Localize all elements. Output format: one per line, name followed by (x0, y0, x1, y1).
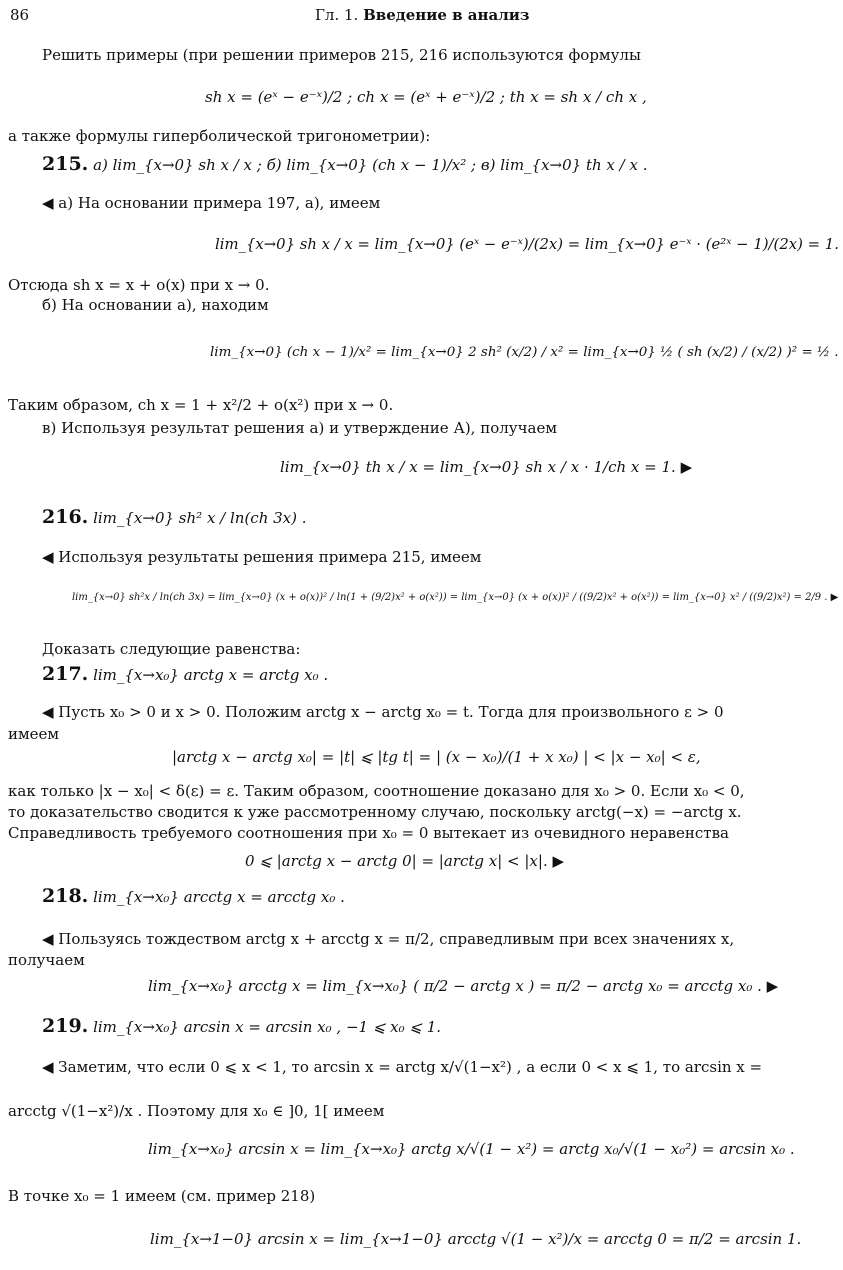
problem-number: 217. (42, 663, 89, 685)
problem-number: 218. (42, 885, 89, 907)
problem-219 (42, 1017, 441, 1036)
solution-text: как только |x − x₀| < δ(ε) = ε. Таким образом, соотношение доказано для x₀ > 0. Если x₀ < 0, (8, 782, 745, 800)
problem-statement: lim_{x→x₀} arcctg x = arcctg x₀ . (93, 888, 345, 906)
formula: |arctg x − arctg x₀| = |t| ⩽ |tg t| = | (x − x₀)/(1 + x x₀) | < |x − x₀| < ε, (172, 748, 701, 766)
problem-statement: lim_{x→x₀} arcsin x = arcsin x₀ , −1 ⩽ x₀ ⩽ 1. (93, 1018, 442, 1036)
solution-text: Таким образом, ch x = 1 + x²/2 + o(x²) при x → 0. (8, 396, 394, 414)
formula: lim_{x→x₀} arcctg x = lim_{x→x₀} ( π/2 − arctg x ) = π/2 − arctg x₀ = arcctg x₀ . ▶ (148, 977, 779, 995)
problem-216 (42, 508, 307, 527)
intro-text-cont: а также формулы гиперболической тригонометрии): (8, 127, 431, 145)
solution-text: б) На основании а), находим (42, 296, 269, 314)
problem-number: 216. (42, 506, 89, 528)
formula: lim_{x→x₀} arcsin x = lim_{x→x₀} arctg x/√(1 − x²) = arctg x₀/√(1 − x₀²) = arcsin x₀ . (148, 1140, 795, 1158)
solution-text: Отсюда sh x = x + o(x) при x → 0. (8, 276, 270, 294)
section-text: Доказать следующие равенства: (42, 640, 301, 658)
formula: lim_{x→1−0} arcsin x = lim_{x→1−0} arcctg √(1 − x²)/x = arcctg 0 = π/2 = arcsin 1. (150, 1230, 802, 1248)
chapter-label (315, 6, 530, 24)
solution-text: ◀ Используя результаты решения примера 215, имеем (42, 548, 482, 566)
formula: 0 ⩽ |arctg x − arctg 0| = |arctg x| < |x|. ▶ (245, 852, 565, 870)
formula: lim_{x→0} sh x / x = lim_{x→0} (eˣ − e⁻ˣ)/(2x) = lim_{x→0} e⁻ˣ · (e²ˣ − 1)/(2x) = 1. (215, 236, 839, 253)
problem-215 (42, 155, 647, 174)
solution-text: Справедливость требуемого соотношения при x₀ = 0 вытекает из очевидного неравенства (8, 824, 729, 842)
chapter-number: Гл. 1. (315, 6, 359, 24)
chapter-title: Введение в анализ (363, 6, 530, 24)
solution-text: получаем (8, 951, 85, 969)
intro-text: Решить примеры (при решении примеров 215, 216 используются формулы (42, 46, 641, 64)
problem-number: 219. (42, 1015, 89, 1037)
solution-text: В точке x₀ = 1 имеем (см. пример 218) (8, 1187, 316, 1205)
problem-statement: lim_{x→x₀} arctg x = arctg x₀ . (93, 666, 329, 684)
problem-statement: lim_{x→0} sh² x / ln(ch 3x) . (93, 509, 307, 527)
problem-number: 215. (42, 153, 89, 175)
formula: lim_{x→0} sh²x / ln(ch 3x) = lim_{x→0} (x + o(x))² / ln(1 + (9/2)x² + o(x²)) = lim_{x→0} (x + o(x))² / ((9/2)x² + o(x²)) = lim_{x→0} x² / ((9/2)x²) = 2/9 . ▶ (72, 592, 839, 603)
formula: lim_{x→0} th x / x = lim_{x→0} sh x / x · 1/ch x = 1. ▶ (280, 458, 693, 476)
solution-text: то доказательство сводится к уже рассмотренному случаю, поскольку arctg(−x) = −arctg x. (8, 803, 742, 821)
formula-hyperbolic-defs: sh x = (eˣ − e⁻ˣ)/2 ; ch x = (eˣ + e⁻ˣ)/2 ; th x = sh x / ch x , (205, 88, 647, 106)
solution-text: ◀ Пусть x₀ > 0 и x > 0. Положим arctg x − arctg x₀ = t. Тогда для произвольного ε > 0 (42, 703, 724, 721)
formula: lim_{x→0} (ch x − 1)/x² = lim_{x→0} 2 sh² (x/2) / x² = lim_{x→0} ½ ( sh (x/2) / (x/2) )² = ½ . (210, 345, 839, 360)
solution-text: ◀ а) На основании примера 197, а), имеем (42, 194, 381, 212)
page-number: 86 (10, 6, 30, 24)
solution-text: в) Используя результат решения а) и утверждение А), получаем (42, 419, 557, 437)
problem-217 (42, 665, 328, 684)
solution-text: arcctg √(1−x²)/x . Поэтому для x₀ ∈ ]0, 1[ имеем (8, 1102, 385, 1120)
solution-text: имеем (8, 725, 60, 743)
solution-text: ◀ Пользуясь тождеством arctg x + arcctg x = π/2, справедливым при всех значениях x, (42, 930, 735, 948)
solution-text: ◀ Заметим, что если 0 ⩽ x < 1, то arcsin x = arctg x/√(1−x²) , а если 0 < x ⩽ 1, то arcsin x = (42, 1058, 763, 1076)
problem-218 (42, 887, 345, 906)
problem-statement: а) lim_{x→0} sh x / x ; б) lim_{x→0} (ch x − 1)/x² ; в) lim_{x→0} th x / x . (93, 156, 648, 174)
